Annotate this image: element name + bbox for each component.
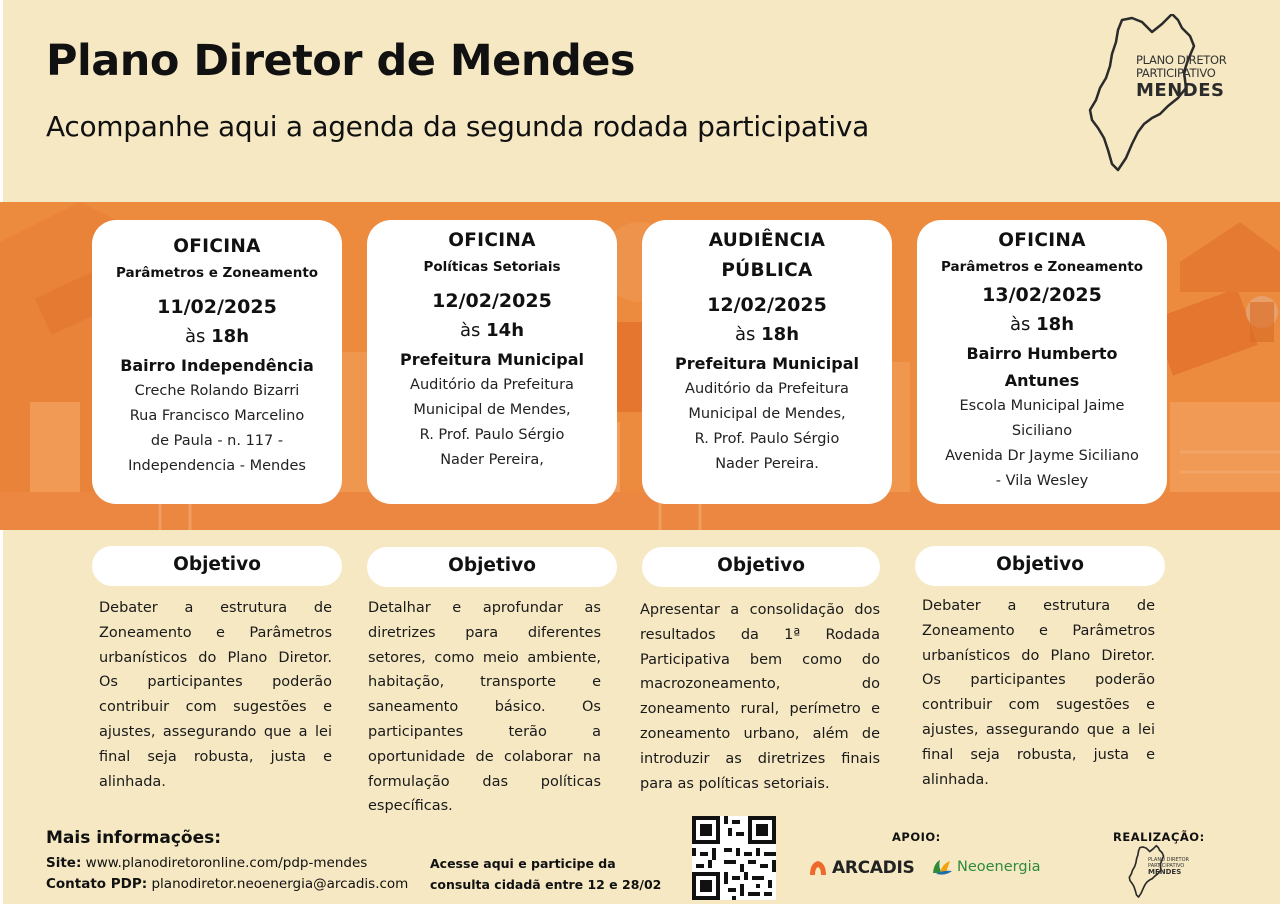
event-time: às 14h <box>459 320 525 341</box>
event-time: às 18h <box>734 324 800 345</box>
arcadis-mark-icon <box>808 859 828 877</box>
neoenergia-mark-icon <box>930 857 954 877</box>
neoenergia-wordmark: Neoenergia <box>957 859 1041 875</box>
logo-text <box>1136 54 1246 102</box>
objective-heading-1: Objetivo <box>92 546 342 586</box>
site-label: Site: <box>46 855 82 871</box>
event-address: Auditório da Prefeitura Municipal de Mendes, R. Prof. Paulo Sérgio Nader Pereira, <box>410 377 574 468</box>
event-date: 12/02/2025 <box>432 290 552 312</box>
event-date: 12/02/2025 <box>707 294 827 316</box>
neoenergia-logo <box>930 857 1041 877</box>
event-place: Prefeitura Municipal <box>675 354 859 373</box>
objective-heading-2: Objetivo <box>367 547 617 587</box>
event-address: Creche Rolando Bizarri Rua Francisco Marcelino de Paula - n. 117 - Independencia - Mendes <box>128 383 306 474</box>
event-topic: Parâmetros e Zoneamento <box>940 259 1144 275</box>
site-line <box>46 855 367 871</box>
page-subtitle: Acompanhe aqui a agenda da segunda rodada participativa <box>46 110 869 143</box>
qr-code-icon[interactable] <box>692 816 776 900</box>
logo-line-1: PLANO DIRETOR <box>1136 53 1227 67</box>
realizacao-label: REALIZAÇÃO: <box>1113 830 1205 844</box>
event-time: às 18h <box>1009 314 1075 335</box>
arcadis-wordmark: ARCADIS <box>832 858 915 878</box>
small-logo-text: PLANO DIRETOR PARTICIPATIVO MENDES <box>1148 857 1190 876</box>
arcadis-logo <box>808 858 914 878</box>
event-topic: Políticas Setoriais <box>423 259 561 275</box>
contact-email-link[interactable]: planodiretor.neoenergia@arcadis.com <box>151 876 409 892</box>
event-address: Escola Municipal Jaime Siciliano Avenida Dr Jayme Siciliano - Vila Wesley <box>945 398 1139 489</box>
event-place: Bairro Humberto <box>966 344 1118 363</box>
event-place-line2: Antunes <box>1004 371 1080 390</box>
logo-line-3: MENDES <box>1136 80 1225 101</box>
objective-text-2: Detalhar e aprofundar as diretrizes para diferentes setores, como meio ambiente, habitação, transporte e saneamento básico. Os participantes terão a oportunidade de colaborar na formulação das políticas específicas. <box>368 600 601 815</box>
objective-text-1: Debater a estrutura de Zoneamento e Parâmetros urbanísticos do Plano Diretor. Os participantes poderão contribuir com sugestões e ajustes, assegurando que a lei final seja robusta, justa e alinhada. <box>99 600 332 790</box>
event-card-4 <box>917 220 1167 504</box>
apoio-label: APOIO: <box>892 830 941 844</box>
event-place: Bairro Independência <box>120 356 314 375</box>
event-date: 13/02/2025 <box>982 284 1102 306</box>
event-time: às 18h <box>184 326 250 347</box>
contact-label: Contato PDP: <box>46 876 148 892</box>
objective-heading-4: Objetivo <box>915 546 1165 586</box>
event-type: OFICINA <box>173 236 261 257</box>
objective-text-4: Debater a estrutura de Zoneamento e Parâmetros urbanísticos do Plano Diretor. Os participantes poderão contribuir com sugestões e ajustes, assegurando que a lei final seja robusta, justa e alinhada. <box>922 598 1155 788</box>
more-info-heading: Mais informações: <box>46 828 222 848</box>
event-type-line2: PÚBLICA <box>721 260 813 281</box>
contact-line <box>46 876 408 892</box>
site-link[interactable]: www.planodiretoronline.com/pdp-mendes <box>85 855 368 871</box>
event-type: OFICINA <box>448 230 536 251</box>
page-title: Plano Diretor de Mendes <box>46 36 635 86</box>
event-date: 11/02/2025 <box>157 296 277 318</box>
event-topic: Parâmetros e Zoneamento <box>115 265 319 281</box>
objective-heading-3: Objetivo <box>642 547 880 587</box>
event-card-2 <box>367 220 617 504</box>
event-type: OFICINA <box>998 230 1086 251</box>
logo-line-2: PARTICIPATIVO <box>1136 66 1216 80</box>
event-type: AUDIÊNCIA <box>708 230 826 251</box>
objective-text-3: Apresentar a consolidação dos resultados da 1ª Rodada Participativa bem como do macrozoneamento, do zoneamento rural, perímetro e zoneamento urbano, além de introduzir as diretrizes finais para as políticas setoriais. <box>640 602 880 792</box>
event-address: Auditório da Prefeitura Municipal de Mendes, R. Prof. Paulo Sérgio Nader Pereira. <box>685 381 849 472</box>
qr-caption: Acesse aqui e participe da consulta cidadã entre 12 e 28/02 <box>430 856 662 892</box>
event-card-3 <box>642 220 892 504</box>
event-card-1 <box>92 220 342 504</box>
event-place: Prefeitura Municipal <box>400 350 584 369</box>
